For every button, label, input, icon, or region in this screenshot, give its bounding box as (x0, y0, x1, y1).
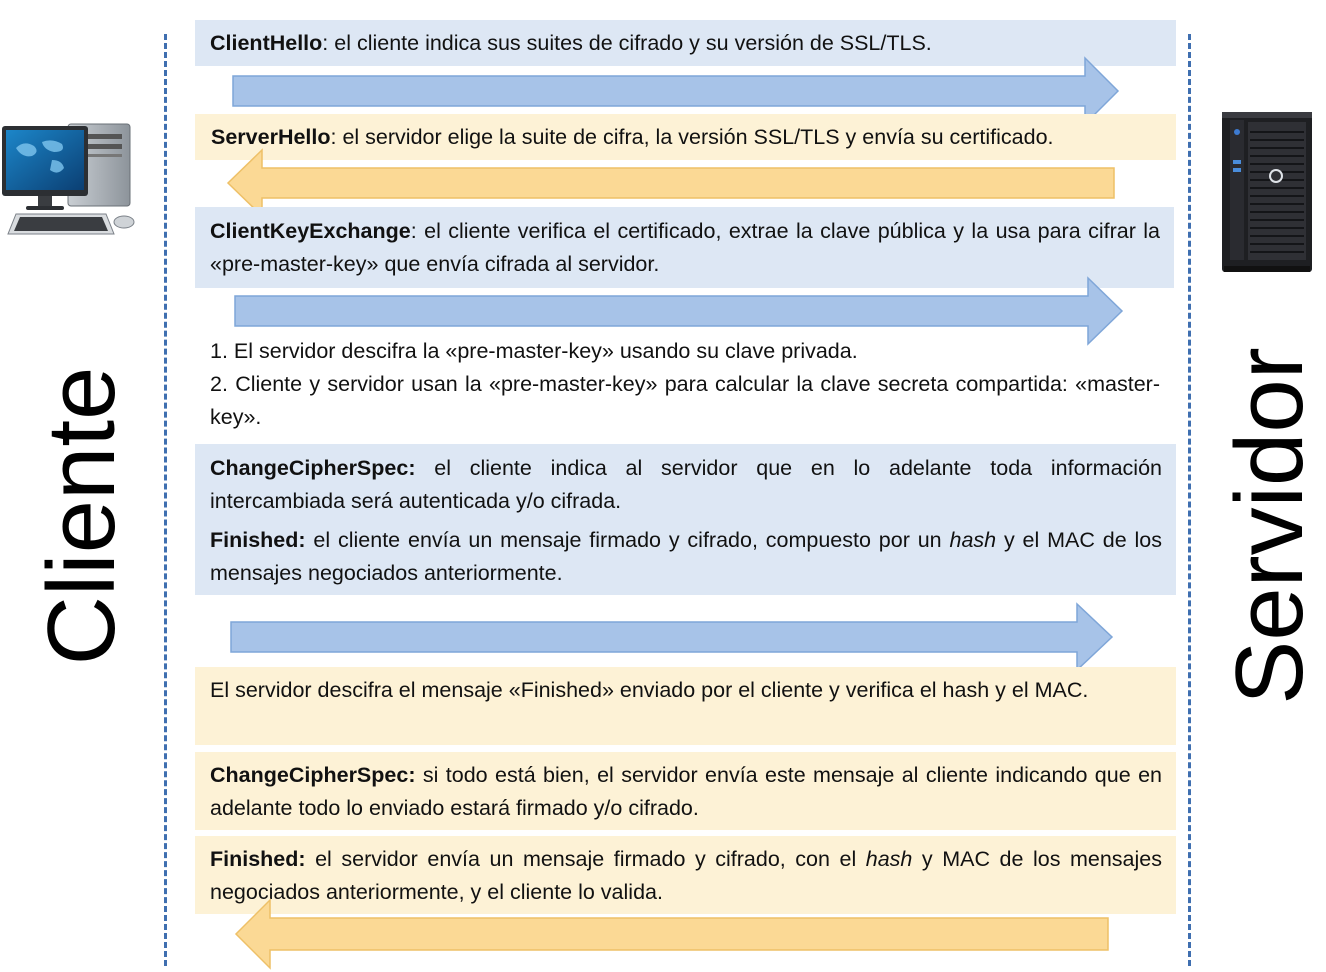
client-finished-name: Finished: (210, 528, 306, 552)
server-finished-arrow (232, 898, 1112, 970)
server-ccs-box (195, 752, 1176, 830)
server-finished-name: Finished: (210, 847, 306, 871)
server-hello-text: : el servidor elige la suite de cifra, la versión SSL/TLS y envía su certificado. (330, 125, 1054, 149)
client-hello-text: : el cliente indica sus suites de cifrado y su versión de SSL/TLS. (322, 31, 932, 55)
server-verify-text: El servidor descifra el mensaje «Finished» enviado por el cliente y verifica el hash y el MAC. (210, 678, 1089, 702)
client-ccs-text: el cliente indica al servidor que en lo adelante toda información intercambiada será autenticada y/o cifrada. (210, 456, 1162, 513)
client-ccs-box (195, 444, 1176, 595)
server-compute-line-1: 1. El servidor descifra la «pre-master-key» usando su clave privada. (210, 339, 858, 363)
tower-server-icon (1220, 110, 1314, 274)
server-hello-name: ServerHello (211, 125, 331, 149)
client-finished-text-before: el cliente envía un mensaje firmado y cifrado, compuesto por un (305, 528, 950, 552)
client-key-exchange-name: ClientKeyExchange (210, 219, 411, 243)
server-finished-text-after: y MAC de los mensajes negociados anteriormente, y el cliente lo valida. (210, 847, 1163, 904)
client-ccs-paragraph (210, 452, 1162, 518)
client-label: Cliente (28, 366, 135, 666)
client-finished-hash: hash (949, 528, 997, 552)
client-finished-arrow (228, 602, 1116, 672)
client-key-exchange-text: : el cliente verifica el certificado, extrae la clave pública y la usa para cifrar la «pre-master-key» que envía cifrada al servidor. (210, 219, 1160, 276)
server-ccs-name: ChangeCipherSpec: (210, 763, 416, 787)
server-lifeline (1188, 34, 1191, 966)
client-hello-name: ClientHello (210, 31, 323, 55)
server-label: Servidor (1216, 347, 1323, 705)
server-verify-box (195, 667, 1176, 745)
desktop-computer-icon (2, 118, 140, 242)
server-compute-line-2: 2. Cliente y servidor usan la «pre-master-key» para calcular la clave secreta compartida: «master-key». (210, 372, 1160, 429)
server-finished-hash: hash (865, 847, 913, 871)
server-compute-box (195, 335, 1174, 435)
server-finished-text-before: el servidor envía un mensaje firmado y cifrado, con el (305, 847, 866, 871)
client-lifeline (164, 34, 167, 966)
server-ccs-text: si todo está bien, el servidor envía este mensaje al cliente indicando que en adelante todo lo enviado estará firmado y/o cifrado. (210, 763, 1162, 820)
client-ccs-name: ChangeCipherSpec: (210, 456, 416, 480)
client-finished-text-after: y el MAC de los mensajes negociados anteriormente. (210, 528, 1162, 585)
client-finished-paragraph (210, 524, 1162, 590)
